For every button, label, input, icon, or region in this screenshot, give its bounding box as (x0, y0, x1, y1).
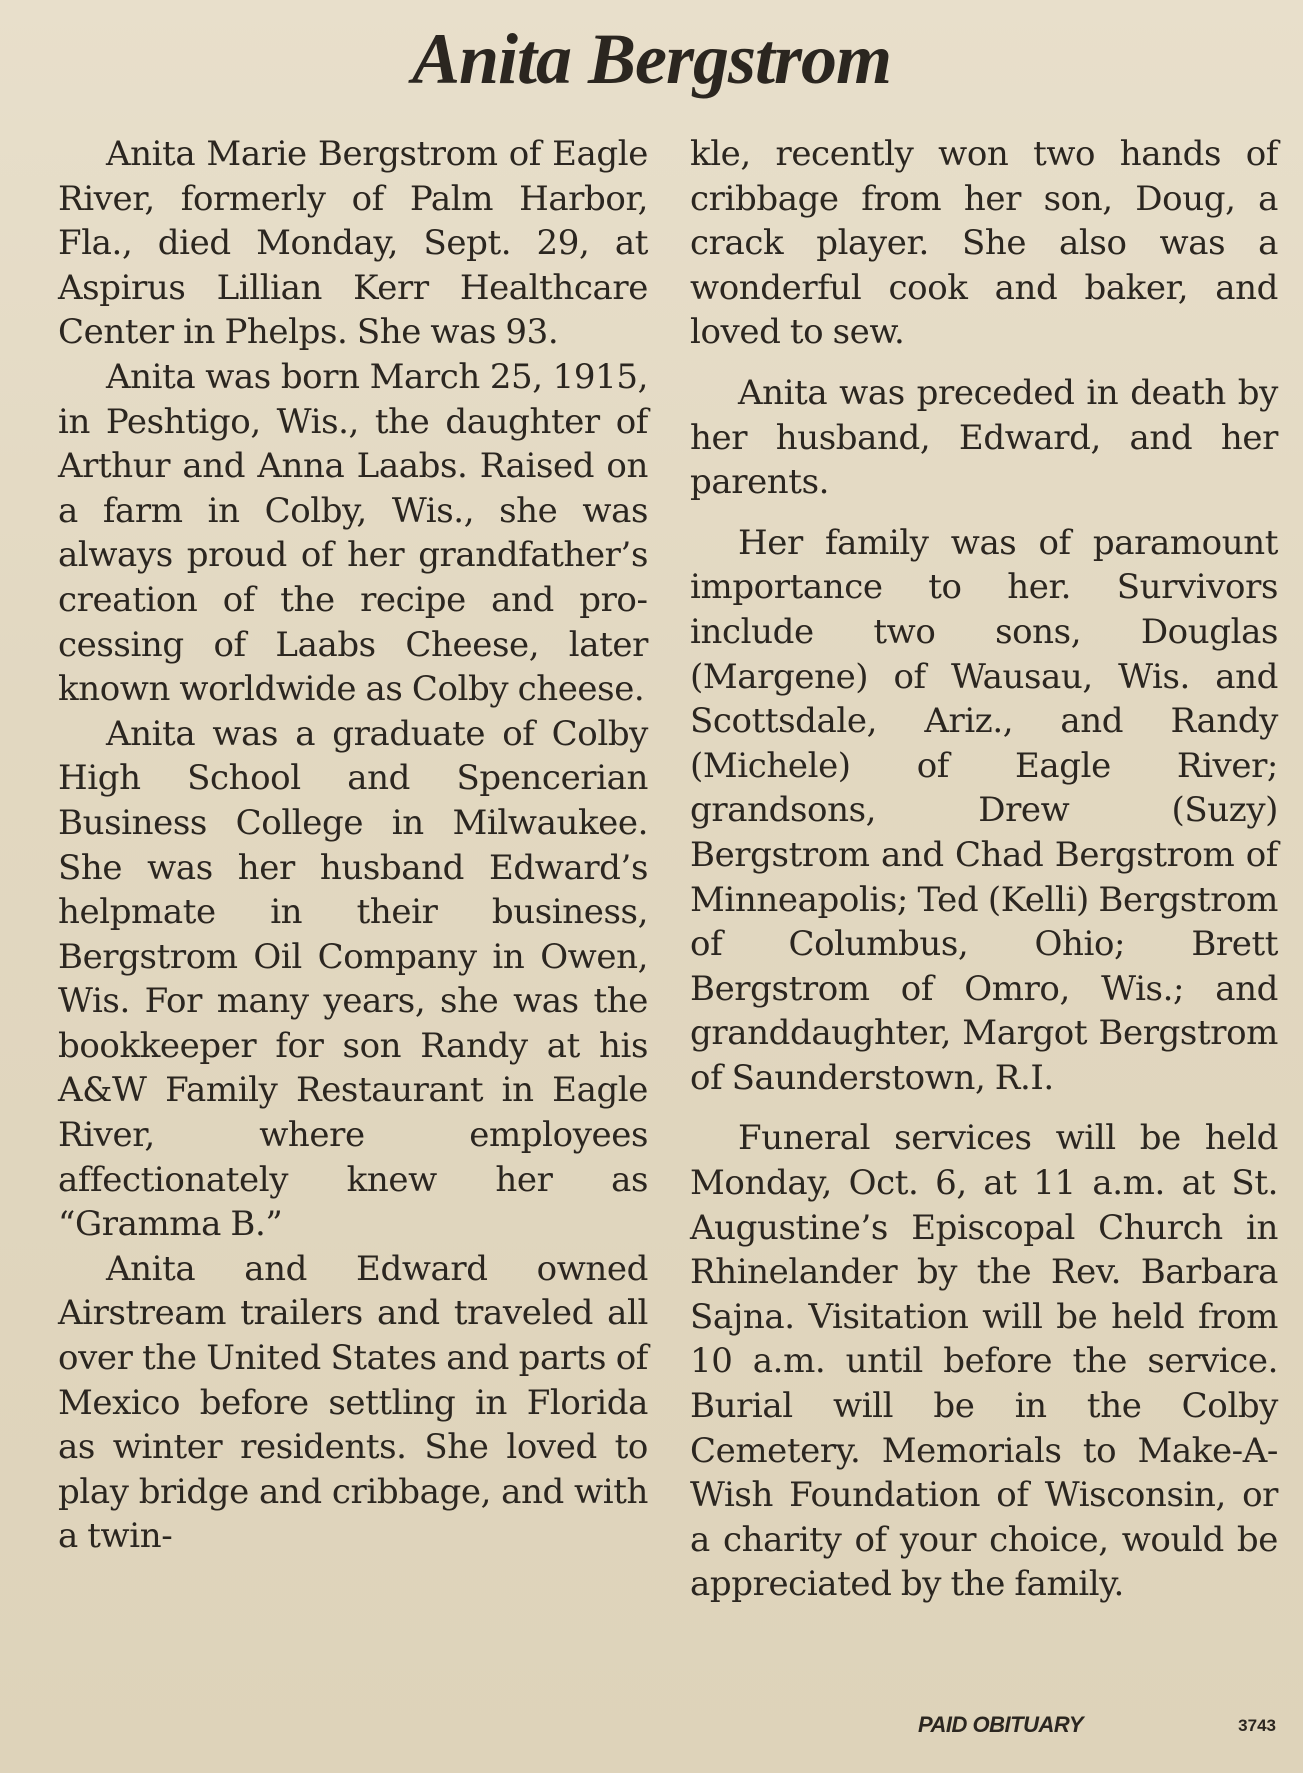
obituary-footer (690, 1712, 1278, 1752)
paragraph-funeral: Funeral services will be held Monday, Oct. 6, at 11 a.m. at St. Augustine’s Episcopal Church in Rhinelander by the Rev. Barbara Sajna. Visitation will be held from 10 a.m. until before the service. Burial will be in the Colby Cemetery. Memorials to Make-A-Wish Foundation of Wisconsin, or a charity of your choice, would be appreciated by the family. (690, 1118, 1278, 1605)
left-column (58, 132, 648, 1559)
paragraph-career: Anita was a graduate of Colby High School and Spencerian Business College in Milwaukee. She was her husband Edward’s helpmate in their business, Bergstrom Oil Company in Owen, Wis. For many years, she was the bookkeeper for son Randy at his A&W Family Restaurant in Eagle River, where employees affectionately knew her as “Gramma B.” (58, 713, 648, 1245)
paragraph-hobbies: kle, recently won two hands of cribbage from her son, Doug, a crack player. She also was a wonderful cook and baker, and loved to sew. (690, 134, 1278, 353)
paragraph-preceded: Anita was preceded in death by her husband, Edward, and her parents. (690, 372, 1278, 503)
paragraph-birth: Anita was born March 25, 1915, in Peshtigo, Wis., the daughter of Arthur and Anna Laabs. Raised on a farm in Colby, Wis., she was always proud of her grandfather’s creation of the recipe and processing of Laabs Cheese, later known worldwide as Colby cheese. (58, 356, 648, 710)
paragraph-travels: Anita and Edward owned Airstream trailers and traveled all over the United States and parts of Mexico before settling in Florida as winter residents. She loved to play bridge and cribbage, and with a twin- (58, 1248, 648, 1557)
paid-obituary-label: PAID OBITUARY (918, 1712, 1084, 1737)
obituary-headline: Anita Bergstrom (411, 19, 892, 99)
paragraph-survivors: Her family was of paramount importance to her. Survivors include two sons, Douglas (Margene) of Wausau, Wis. and Scottsdale, Ariz., and Randy (Michele) of Eagle River; grandsons, Drew (Suzy) Bergstrom and Chad Bergstrom of Minneapolis; Ted (Kelli) Bergstrom of Columbus, Ohio; Brett Bergstrom of Omro, Wis.; and granddaughter, Margot Bergstrom of Saunderstown, R.I. (690, 522, 1278, 1098)
right-column (690, 132, 1278, 1607)
paragraph-death-notice: Anita Marie Bergstrom of Eagle River, formerly of Palm Harbor, Fla., died Monday, Sept. 29, at Aspirus Lillian Kerr Healthcare Center in Phelps. She was 93. (58, 134, 648, 353)
obituary-code: 3743 (1238, 1716, 1276, 1735)
